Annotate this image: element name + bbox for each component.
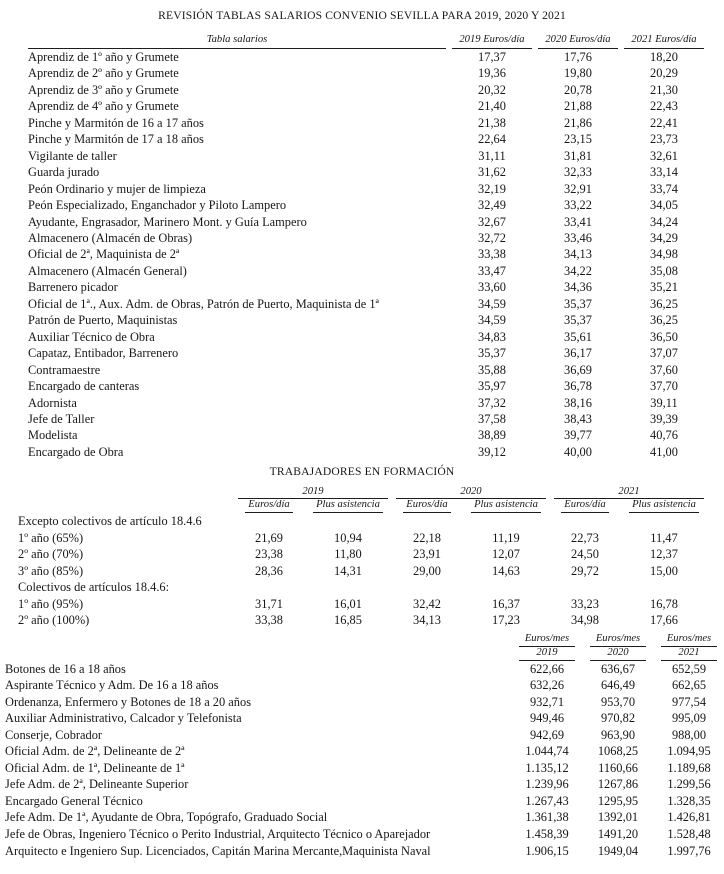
formation-value-cell: 23,38 bbox=[255, 547, 283, 562]
monthly-row-label: Conserje, Cobrador bbox=[5, 727, 103, 742]
monthly-value-cell: 1392,01 bbox=[597, 810, 639, 825]
daily-value-cell: 39,11 bbox=[650, 395, 678, 410]
formation-section-title: TRABAJADORES EN FORMACIÓN bbox=[269, 465, 455, 479]
formation-value-cell: 16,01 bbox=[334, 596, 362, 611]
monthly-row bbox=[5, 694, 722, 711]
monthly-value-cell: 1491,20 bbox=[597, 826, 639, 841]
monthly-value-cell: 1.189,68 bbox=[667, 760, 711, 775]
daily-value-cell: 20,29 bbox=[650, 66, 678, 81]
daily-value-cell: 22,43 bbox=[650, 99, 678, 114]
formation-row bbox=[8, 596, 704, 612]
daily-value-cell: 37,70 bbox=[650, 379, 678, 394]
daily-value-cell: 19,36 bbox=[478, 66, 506, 81]
formation-row-label: 1º año (95%) bbox=[18, 596, 84, 611]
daily-value-cell: 35,37 bbox=[564, 296, 592, 311]
daily-table-header bbox=[28, 23, 704, 49]
formation-subheader-eurosdia-2020: Euros/día bbox=[396, 499, 458, 513]
daily-value-cell: 31,81 bbox=[564, 148, 592, 163]
formation-subheader-spacer bbox=[8, 499, 230, 513]
formation-value-cell: 34,13 bbox=[413, 613, 441, 628]
formation-subheader-plus-2021: Plus asistencia bbox=[624, 499, 704, 513]
daily-value-cell: 21,88 bbox=[564, 99, 592, 114]
monthly-row bbox=[5, 743, 722, 760]
daily-value-cell: 36,69 bbox=[564, 362, 592, 377]
daily-row bbox=[28, 82, 704, 98]
daily-row bbox=[28, 312, 704, 328]
daily-row bbox=[28, 362, 704, 378]
daily-value-cell: 17,37 bbox=[478, 50, 506, 64]
formation-table-body bbox=[8, 513, 704, 628]
daily-value-cell: 32,33 bbox=[564, 165, 592, 180]
daily-row bbox=[28, 214, 704, 230]
formation-row-label: 2º año (70%) bbox=[18, 547, 84, 562]
formation-value-cell bbox=[396, 513, 458, 529]
daily-value-cell: 34,24 bbox=[650, 214, 678, 229]
formation-value-cell: 23,91 bbox=[413, 547, 441, 562]
daily-row-label: Aprendiz de 3º año y Grumete bbox=[28, 82, 179, 97]
daily-header-2020: 2020 Euros/día bbox=[538, 23, 618, 49]
daily-value-cell: 32,72 bbox=[478, 230, 506, 245]
daily-value-cell: 34,83 bbox=[478, 329, 506, 344]
monthly-row bbox=[5, 793, 722, 810]
monthly-table-body bbox=[5, 661, 722, 860]
daily-row bbox=[28, 148, 704, 164]
monthly-year-spacer bbox=[5, 647, 509, 661]
daily-row-label: Patrón de Puerto, Maquinistas bbox=[28, 313, 178, 328]
monthly-row bbox=[5, 677, 722, 694]
formation-subheader-plus-2020: Plus asistencia bbox=[466, 499, 546, 513]
monthly-year-2021: 2021 bbox=[656, 647, 722, 661]
daily-value-cell: 35,21 bbox=[650, 280, 678, 295]
daily-row-label: Almacenero (Almacén General) bbox=[28, 263, 187, 278]
monthly-salary-table bbox=[0, 633, 724, 860]
daily-value-cell: 36,17 bbox=[564, 346, 592, 361]
monthly-table-header bbox=[5, 633, 722, 661]
daily-value-cell: 22,41 bbox=[650, 115, 678, 130]
daily-value-cell: 39,39 bbox=[650, 411, 678, 426]
daily-value-cell: 33,74 bbox=[650, 181, 678, 196]
formation-value-cell: 11,47 bbox=[650, 530, 678, 545]
formation-value-cell bbox=[308, 513, 388, 529]
daily-value-cell: 22,64 bbox=[478, 132, 506, 147]
formation-value-cell: 33,23 bbox=[571, 596, 599, 611]
daily-value-cell: 32,49 bbox=[478, 198, 506, 213]
daily-value-cell: 34,29 bbox=[650, 230, 678, 245]
formation-value-cell bbox=[396, 579, 458, 595]
formation-value-cell bbox=[238, 513, 300, 529]
formation-row bbox=[8, 513, 704, 529]
daily-value-cell: 32,19 bbox=[478, 181, 506, 196]
daily-row-label: Capataz, Entibador, Barrenero bbox=[28, 346, 179, 361]
formation-value-cell bbox=[554, 513, 616, 529]
formation-row-label: Colectivos de artículos 18.4.6: bbox=[18, 580, 170, 595]
daily-value-cell: 21,40 bbox=[478, 99, 506, 114]
daily-value-cell: 39,12 bbox=[478, 444, 506, 459]
formation-value-cell: 28,36 bbox=[255, 563, 283, 578]
daily-value-cell: 33,14 bbox=[650, 165, 678, 180]
monthly-unit-2019: Euros/mes bbox=[514, 633, 580, 647]
daily-value-cell: 37,07 bbox=[650, 346, 678, 361]
monthly-value-cell: 1.458,39 bbox=[525, 826, 569, 841]
monthly-row-label: Aspirante Técnico y Adm. De 16 a 18 años bbox=[5, 678, 219, 693]
daily-value-cell: 17,76 bbox=[564, 50, 592, 64]
daily-value-cell: 38,43 bbox=[564, 411, 592, 426]
daily-value-cell: 23,15 bbox=[564, 132, 592, 147]
daily-value-cell: 35,08 bbox=[650, 263, 678, 278]
formation-value-cell: 29,00 bbox=[413, 563, 441, 578]
monthly-value-cell: 1267,86 bbox=[597, 777, 639, 792]
monthly-row-label: Jefe de Obras, Ingeniero Técnico o Perito Industrial, Arquitecto Técnico o Aparejador bbox=[5, 826, 431, 841]
monthly-value-cell: 963,90 bbox=[600, 727, 636, 742]
formation-value-cell bbox=[466, 513, 546, 529]
monthly-value-cell: 1295,95 bbox=[597, 793, 639, 808]
daily-value-cell: 36,25 bbox=[650, 313, 678, 328]
daily-header-row bbox=[28, 23, 704, 49]
formation-value-cell bbox=[466, 579, 546, 595]
formation-value-cell bbox=[554, 579, 616, 595]
formation-header-spacer bbox=[8, 480, 230, 499]
monthly-row-label: Jefe Adm. de 2ª, Delineante Superior bbox=[5, 777, 189, 792]
daily-value-cell: 32,67 bbox=[478, 214, 506, 229]
monthly-value-cell: 1.135,12 bbox=[525, 760, 569, 775]
daily-value-cell: 34,05 bbox=[650, 198, 678, 213]
daily-row bbox=[28, 181, 704, 197]
monthly-value-cell: 988,00 bbox=[671, 727, 707, 742]
formation-value-cell: 14,31 bbox=[334, 563, 362, 578]
daily-value-cell: 21,86 bbox=[564, 115, 592, 130]
daily-value-cell: 33,47 bbox=[478, 263, 506, 278]
formation-table bbox=[0, 480, 712, 628]
daily-row-label: Encargado de canteras bbox=[28, 379, 140, 394]
daily-row bbox=[28, 246, 704, 262]
formation-value-cell: 17,23 bbox=[492, 613, 520, 628]
monthly-row-label: Oficial Adm. de 2ª, Delineante de 2ª bbox=[5, 744, 185, 759]
formation-table-header bbox=[8, 480, 704, 513]
formation-value-cell: 10,94 bbox=[334, 530, 362, 545]
daily-value-cell: 33,41 bbox=[564, 214, 592, 229]
daily-value-cell: 33,38 bbox=[478, 247, 506, 262]
formation-year-2020: 2020 bbox=[396, 480, 546, 499]
formation-year-2019: 2019 bbox=[238, 480, 388, 499]
monthly-value-cell: 1.361,38 bbox=[525, 810, 569, 825]
daily-value-cell: 39,77 bbox=[564, 428, 592, 443]
monthly-value-cell: 970,82 bbox=[600, 711, 636, 726]
formation-value-cell: 16,37 bbox=[492, 596, 520, 611]
daily-row-label: Barrenero picador bbox=[28, 280, 118, 295]
monthly-value-cell: 652,59 bbox=[671, 661, 707, 676]
monthly-value-cell: 995,09 bbox=[671, 711, 707, 726]
monthly-row bbox=[5, 661, 722, 678]
formation-year-row bbox=[8, 480, 704, 499]
daily-value-cell: 32,61 bbox=[650, 148, 678, 163]
monthly-value-cell: 1160,66 bbox=[598, 760, 638, 775]
daily-value-cell: 36,25 bbox=[650, 296, 678, 311]
daily-value-cell: 33,46 bbox=[564, 230, 592, 245]
daily-value-cell: 33,22 bbox=[564, 198, 592, 213]
daily-value-cell: 20,32 bbox=[478, 82, 506, 97]
daily-row bbox=[28, 230, 704, 246]
formation-value-cell: 22,18 bbox=[413, 530, 441, 545]
monthly-value-cell: 977,54 bbox=[671, 694, 707, 709]
daily-value-cell: 19,80 bbox=[564, 66, 592, 81]
daily-row-label: Guarda jurado bbox=[28, 165, 100, 180]
formation-value-cell: 32,42 bbox=[413, 596, 441, 611]
daily-value-cell: 35,88 bbox=[478, 362, 506, 377]
daily-value-cell: 31,62 bbox=[478, 165, 506, 180]
daily-row-label: Contramaestre bbox=[28, 362, 101, 377]
daily-row-label: Oficial de 1ª., Aux. Adm. de Obras, Patrón de Puerto, Maquinista de 1ª bbox=[28, 296, 379, 311]
formation-value-cell: 16,85 bbox=[334, 613, 362, 628]
daily-row bbox=[28, 378, 704, 394]
monthly-value-cell: 1.267,43 bbox=[525, 793, 569, 808]
daily-row bbox=[28, 444, 704, 460]
daily-row bbox=[28, 279, 704, 295]
formation-value-cell: 12,07 bbox=[492, 547, 520, 562]
monthly-value-cell: 1.328,35 bbox=[667, 793, 711, 808]
formation-value-cell bbox=[624, 513, 704, 529]
monthly-value-cell: 1.044,74 bbox=[525, 744, 569, 759]
daily-row bbox=[28, 296, 704, 312]
daily-value-cell: 31,11 bbox=[478, 148, 506, 163]
daily-value-cell: 33,60 bbox=[478, 280, 506, 295]
daily-value-cell: 37,60 bbox=[650, 362, 678, 377]
formation-row bbox=[8, 579, 704, 595]
daily-value-cell: 34,13 bbox=[564, 247, 592, 262]
daily-row bbox=[28, 131, 704, 147]
monthly-value-cell: 1.426,81 bbox=[667, 810, 711, 825]
monthly-row-label: Jefe Adm. De 1ª, Ayudante de Obra, Topógrafo, Graduado Social bbox=[5, 810, 328, 825]
formation-value-cell: 12,37 bbox=[650, 547, 678, 562]
daily-value-cell: 40,00 bbox=[564, 444, 592, 459]
daily-value-cell: 37,58 bbox=[478, 411, 506, 426]
formation-value-cell bbox=[624, 579, 704, 595]
monthly-row bbox=[5, 843, 722, 860]
monthly-value-cell: 1.299,56 bbox=[667, 777, 711, 792]
daily-value-cell: 35,37 bbox=[478, 346, 506, 361]
daily-row bbox=[28, 197, 704, 213]
daily-value-cell: 35,61 bbox=[564, 329, 592, 344]
monthly-header-spacer bbox=[5, 633, 509, 647]
daily-row bbox=[28, 427, 704, 443]
daily-value-cell: 20,78 bbox=[564, 82, 592, 97]
page-title: REVISIÓN TABLAS SALARIOS CONVENIO SEVILLA PARA 2019, 2020 Y 2021 bbox=[158, 9, 566, 22]
formation-row-label: 2º año (100%) bbox=[18, 613, 90, 628]
daily-value-cell: 32,91 bbox=[564, 181, 592, 196]
formation-value-cell: 29,72 bbox=[571, 563, 599, 578]
formation-value-cell: 16,78 bbox=[650, 596, 678, 611]
daily-row bbox=[28, 115, 704, 131]
monthly-value-cell: 1.528,48 bbox=[667, 826, 711, 841]
formation-value-cell bbox=[308, 579, 388, 595]
formation-value-cell: 17,66 bbox=[650, 613, 678, 628]
formation-row-label: 1º año (65%) bbox=[18, 530, 84, 545]
daily-table-body bbox=[28, 49, 704, 460]
formation-value-cell: 15,00 bbox=[650, 563, 678, 578]
monthly-value-cell: 632,26 bbox=[529, 678, 565, 693]
daily-value-cell: 36,50 bbox=[650, 329, 678, 344]
formation-value-cell: 31,71 bbox=[255, 596, 283, 611]
monthly-year-2020: 2020 bbox=[585, 647, 651, 661]
daily-value-cell: 34,36 bbox=[564, 280, 592, 295]
daily-value-cell: 34,22 bbox=[564, 263, 592, 278]
daily-value-cell: 23,73 bbox=[650, 132, 678, 147]
daily-row bbox=[28, 329, 704, 345]
daily-row-label: Peón Ordinario y mujer de limpieza bbox=[28, 181, 206, 196]
monthly-row-label: Encargado General Técnico bbox=[5, 793, 143, 808]
daily-value-cell: 41,00 bbox=[650, 444, 678, 459]
daily-row-label: Ayudante, Engrasador, Marinero Mont. y Guía Lampero bbox=[28, 214, 307, 229]
monthly-row-label: Oficial Adm. de 1ª, Delineante de 1ª bbox=[5, 760, 185, 775]
daily-row-label: Oficial de 2ª, Maquinista de 2ª bbox=[28, 247, 180, 262]
daily-row-label: Peón Especializado, Enganchador y Piloto Lampero bbox=[28, 198, 287, 213]
monthly-row bbox=[5, 826, 722, 843]
daily-row bbox=[28, 395, 704, 411]
monthly-value-cell: 949,46 bbox=[529, 711, 565, 726]
daily-value-cell: 40,76 bbox=[650, 428, 678, 443]
formation-value-cell: 11,19 bbox=[492, 530, 520, 545]
daily-row-label: Pinche y Marmitón de 16 a 17 años bbox=[28, 115, 204, 130]
daily-row bbox=[28, 164, 704, 180]
monthly-value-cell: 942,69 bbox=[529, 727, 565, 742]
monthly-unit-2020: Euros/mes bbox=[585, 633, 651, 647]
monthly-row-label: Botones de 16 a 18 años bbox=[5, 661, 126, 676]
monthly-row bbox=[5, 809, 722, 826]
monthly-value-cell: 622,66 bbox=[529, 661, 565, 676]
monthly-value-cell: 1068,25 bbox=[597, 744, 639, 759]
monthly-year-2019: 2019 bbox=[514, 647, 580, 661]
monthly-row bbox=[5, 727, 722, 744]
daily-row bbox=[28, 49, 704, 65]
daily-header-2021: 2021 Euros/día bbox=[624, 23, 704, 49]
daily-value-cell: 38,16 bbox=[564, 395, 592, 410]
daily-value-cell: 34,59 bbox=[478, 296, 506, 311]
daily-row-label: Jefe de Taller bbox=[28, 411, 95, 426]
monthly-year-row bbox=[5, 647, 722, 661]
daily-row bbox=[28, 65, 704, 81]
monthly-value-cell: 1.094,95 bbox=[667, 744, 711, 759]
daily-row-label: Vigilante de taller bbox=[28, 148, 117, 163]
monthly-row bbox=[5, 710, 722, 727]
monthly-value-cell: 932,71 bbox=[529, 694, 565, 709]
formation-row bbox=[8, 612, 704, 628]
monthly-value-cell: 1.906,15 bbox=[525, 843, 569, 858]
daily-row-label: Adornista bbox=[28, 395, 77, 410]
monthly-row-label: Ordenanza, Enfermero y Botones de 18 a 20 años bbox=[5, 694, 252, 709]
formation-value-cell: 34,98 bbox=[571, 613, 599, 628]
formation-subheader-eurosdia-2019: Euros/día bbox=[238, 499, 300, 513]
monthly-unit-row bbox=[5, 633, 722, 647]
monthly-row-label: Arquitecto e Ingeniero Sup. Licenciados, Capitán Marina Mercante,Maquinista Naval bbox=[5, 843, 431, 858]
monthly-value-cell: 1949,04 bbox=[597, 843, 639, 858]
monthly-unit-2021: Euros/mes bbox=[656, 633, 722, 647]
daily-salary-table bbox=[22, 23, 710, 460]
daily-value-cell: 18,20 bbox=[650, 50, 678, 64]
formation-value-cell: 24,50 bbox=[571, 547, 599, 562]
daily-value-cell: 37,32 bbox=[478, 395, 506, 410]
monthly-value-cell: 953,70 bbox=[600, 694, 636, 709]
monthly-row-label: Auxiliar Administrativo, Calcador y Telefonista bbox=[5, 711, 242, 726]
daily-value-cell: 36,78 bbox=[564, 379, 592, 394]
formation-value-cell: 21,69 bbox=[255, 530, 283, 545]
formation-row bbox=[8, 563, 704, 579]
daily-value-cell: 35,97 bbox=[478, 379, 506, 394]
daily-row-label: Aprendiz de 4º año y Grumete bbox=[28, 99, 179, 114]
daily-value-cell: 34,59 bbox=[478, 313, 506, 328]
daily-row-label: Encargado de Obra bbox=[28, 444, 124, 459]
formation-value-cell: 11,80 bbox=[334, 547, 362, 562]
daily-value-cell: 21,30 bbox=[650, 82, 678, 97]
daily-row bbox=[28, 411, 704, 427]
formation-row-label: 3º año (85%) bbox=[18, 563, 84, 578]
monthly-value-cell: 636,67 bbox=[600, 661, 636, 676]
daily-row-label: Auxiliar Técnico de Obra bbox=[28, 329, 155, 344]
daily-value-cell: 35,37 bbox=[564, 313, 592, 328]
daily-row-label: Pinche y Marmitón de 17 a 18 años bbox=[28, 132, 204, 147]
daily-row bbox=[28, 263, 704, 279]
daily-value-cell: 38,89 bbox=[478, 428, 506, 443]
monthly-value-cell: 646,49 bbox=[600, 678, 636, 693]
daily-value-cell: 21,38 bbox=[478, 115, 506, 130]
formation-value-cell: 22,73 bbox=[571, 530, 599, 545]
formation-row-label: Excepto colectivos de artículo 18.4.6 bbox=[18, 514, 202, 529]
formation-year-2021: 2021 bbox=[554, 480, 704, 499]
daily-header-2019: 2019 Euros/día bbox=[452, 23, 532, 49]
daily-row bbox=[28, 345, 704, 361]
monthly-value-cell: 662,65 bbox=[671, 678, 707, 693]
monthly-value-cell: 1.239,96 bbox=[525, 777, 569, 792]
daily-row-label: Aprendiz de 1º año y Grumete bbox=[28, 50, 179, 64]
monthly-row bbox=[5, 776, 722, 793]
formation-value-cell bbox=[238, 579, 300, 595]
daily-row bbox=[28, 98, 704, 114]
formation-row bbox=[8, 546, 704, 562]
daily-row-label: Aprendiz de 2º año y Grumete bbox=[28, 66, 179, 81]
daily-row-label: Modelista bbox=[28, 428, 78, 443]
daily-row-label: Almacenero (Almacén de Obras) bbox=[28, 230, 193, 245]
formation-subheader-plus-2019: Plus asistencia bbox=[308, 499, 388, 513]
daily-header-label: Tabla salarios bbox=[28, 23, 446, 49]
formation-subheader-row bbox=[8, 499, 704, 513]
formation-value-cell: 33,38 bbox=[255, 613, 283, 628]
monthly-value-cell: 1.997,76 bbox=[667, 843, 711, 858]
monthly-row bbox=[5, 760, 722, 777]
formation-value-cell: 14,63 bbox=[492, 563, 520, 578]
daily-value-cell: 34,98 bbox=[650, 247, 678, 262]
formation-row bbox=[8, 530, 704, 546]
formation-subheader-eurosdia-2021: Euros/día bbox=[554, 499, 616, 513]
